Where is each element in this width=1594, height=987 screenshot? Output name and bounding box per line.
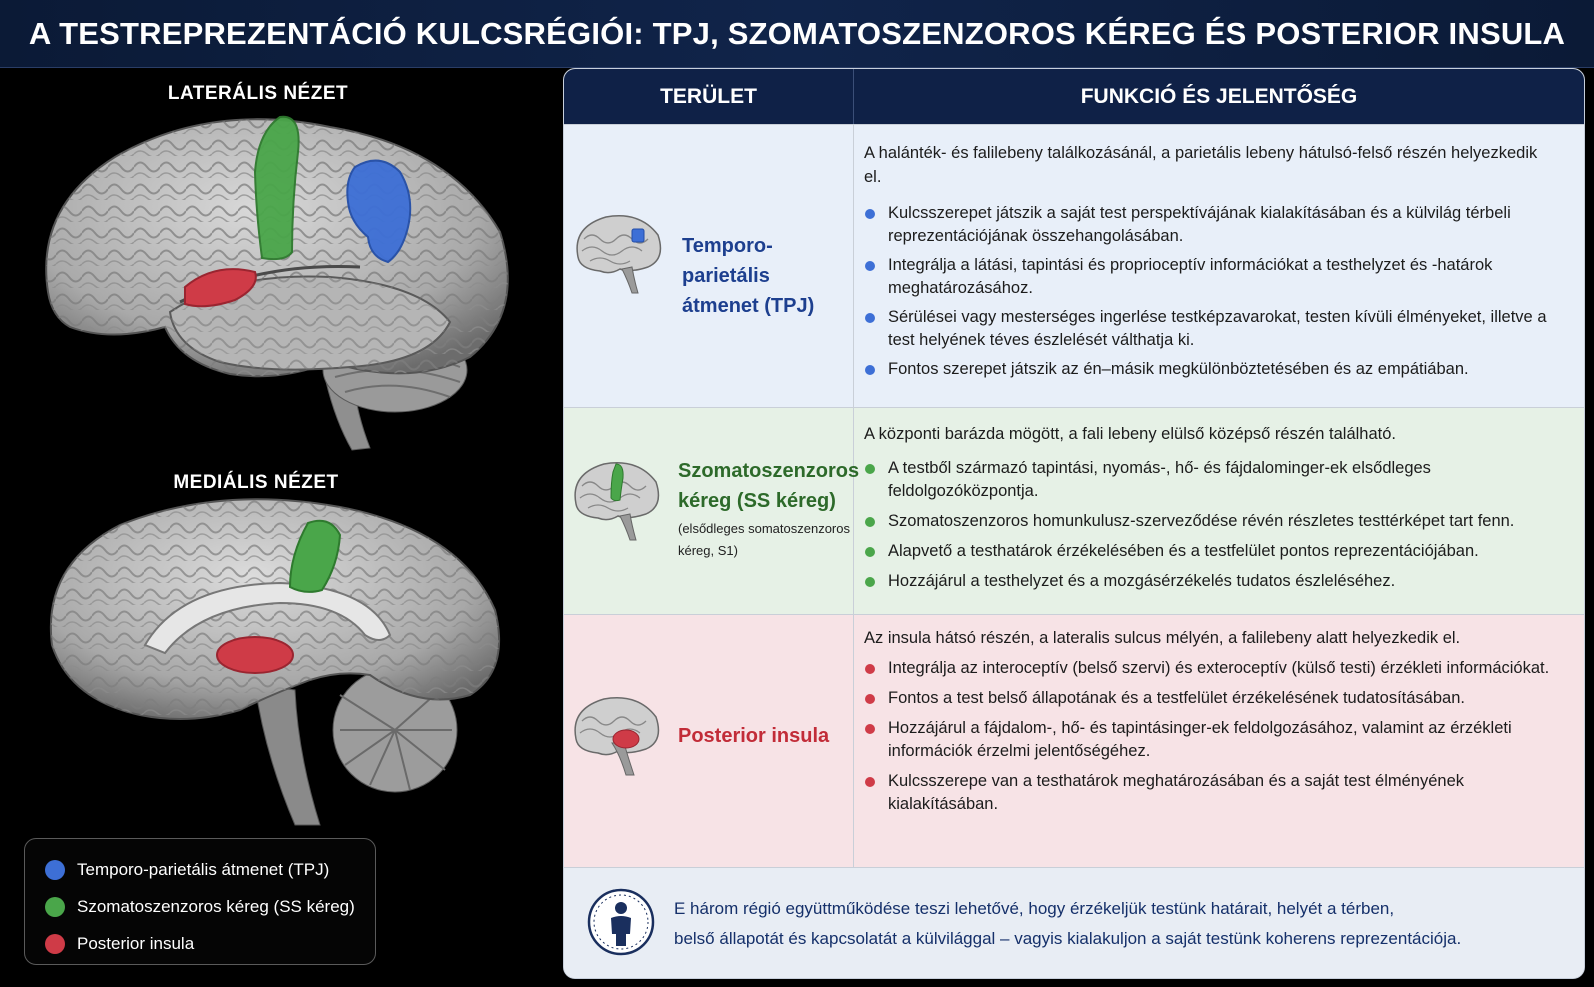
region-intro: A központi barázda mögött, a fali lebeny elülső középső részén található. xyxy=(864,425,1396,443)
legend-item-insula xyxy=(45,925,375,962)
page-title: A TESTREPREZENTÁCIÓ KULCSRÉGIÓI: TPJ, SZOMATOSZENZOROS KÉREG ÉS POSTERIOR INSULA xyxy=(28,15,1566,51)
bullet-list xyxy=(864,657,1556,816)
bullet-list xyxy=(864,202,1556,381)
insula-color-dot xyxy=(45,934,65,954)
function-cell xyxy=(864,125,1556,381)
region-name-line: Posterior insula xyxy=(678,725,830,747)
legend-label: Posterior insula xyxy=(77,933,195,953)
brain-ss-icon xyxy=(568,456,664,542)
function-cell xyxy=(864,408,1556,593)
legend-label: Szomatoszenzoros kéreg (SS kéreg) xyxy=(77,896,355,916)
legend xyxy=(24,838,376,965)
table-row-tpj xyxy=(564,124,1584,407)
person-icon xyxy=(586,886,656,958)
region-subtitle-ss xyxy=(678,518,850,562)
region-name-line: Szomatoszenzoros xyxy=(678,460,860,482)
list-item: Hozzájárul a fájdalom-, hő- és tapintásinger-ek feldolgozásához, valamint az érzékleti információk érzelmi jelentőségéhez. xyxy=(864,717,1556,763)
table-row-ss xyxy=(564,407,1584,614)
region-name-line: átmenet (TPJ) xyxy=(682,295,815,317)
region-name-line: kéreg (SS kéreg) xyxy=(678,490,836,512)
legend-item-ss xyxy=(45,888,375,925)
list-item: Sérülései vagy mesterséges ingerlése testképzavarokat, testen kívüli élményeket, illetve a test helyének téves észlelését válthatja ki. xyxy=(864,306,1556,352)
bullet-list xyxy=(864,457,1556,593)
list-item: Kulcsszerepe van a testhatárok meghatározásában és a saját test élményének kialakításában. xyxy=(864,770,1556,816)
region-name-ss xyxy=(678,456,859,516)
ss-color-dot xyxy=(45,897,65,917)
region-cell xyxy=(564,125,854,407)
table-row-insula xyxy=(564,614,1584,867)
list-item: Fontos a test belső állapotának és a testfelület érzékelésének tudatosításában. xyxy=(864,687,1556,710)
tpj-color-dot xyxy=(45,860,65,880)
legend-label: Temporo-parietális átmenet (TPJ) xyxy=(77,859,330,879)
summary-line: E három régió együttműködése teszi lehetővé, hogy érzékeljük testünk határait, helyét a térben, xyxy=(674,899,1395,918)
lateral-brain-illustration xyxy=(30,112,520,457)
list-item: Fontos szerepet játszik az én–másik megkülönböztetésében és az empátiában. xyxy=(864,358,1556,381)
summary-box xyxy=(564,867,1584,979)
region-intro: Az insula hátsó részén, a lateralis sulcus mélyén, a falilebeny alatt helyezkedik el. xyxy=(864,629,1461,647)
summary-text xyxy=(674,894,1554,954)
legend-item-tpj xyxy=(45,851,375,888)
region-sub-line: kéreg, S1) xyxy=(678,543,738,558)
brain-insula-icon xyxy=(568,691,664,777)
list-item: Hozzájárul a testhelyzet és a mozgásérzékelés tudatos észleléséhez. xyxy=(864,570,1556,593)
region-cell xyxy=(564,615,854,867)
medial-view-label: MEDIÁLIS NÉZET xyxy=(173,472,339,493)
region-sub-line: (elsődleges somatoszenzoros xyxy=(678,521,850,536)
list-item: Kulcsszerepet játszik a saját test perspektívájának kialakításában és a külvilág térbeli reprezentációjának összehangolásában. xyxy=(864,202,1556,248)
list-item: A testből származó tapintási, nyomás-, hő- és fájdalominger-ek elsődleges feldolgozóközpontja. xyxy=(864,457,1556,503)
title-bar xyxy=(0,0,1594,68)
list-item: Szomatoszenzoros homunkulusz-szerveződése révén részletes testtérképet tart fenn. xyxy=(864,510,1556,533)
medial-brain-illustration xyxy=(40,495,510,830)
region-name-tpj xyxy=(682,231,853,321)
column-header-region: TERÜLET xyxy=(564,69,854,124)
brain-tpj-icon xyxy=(570,209,666,295)
region-intro: A halánték- és falilebeny találkozásánál, a parietális lebeny hátulsó-felső részén helyezkedik el. xyxy=(864,144,1538,186)
list-item: Integrálja a látási, tapintási és proprioceptív információkat a testhelyzet és -határok meghatározásához. xyxy=(864,254,1556,300)
column-header-function: FUNKCIÓ ÉS JELENTŐSÉG xyxy=(1080,84,1358,108)
list-item: Alapvető a testhatárok érzékelésében és a testfelület pontos reprezentációjában. xyxy=(864,540,1556,563)
region-table xyxy=(563,68,1585,979)
list-item: Integrálja az interoceptív (belső szervi) és exteroceptív (külső testi) érzékleti információkat. xyxy=(864,657,1556,680)
table-header xyxy=(564,69,1584,124)
lateral-view-label: LATERÁLIS NÉZET xyxy=(167,83,349,104)
region-name-insula xyxy=(678,721,829,751)
summary-line: belső állapotát és kapcsolatát a külvilággal – vagyis kialakuljon a saját testünk koherens reprezentációja. xyxy=(674,929,1462,948)
region-name-line: Temporo-parietális xyxy=(682,235,773,287)
function-cell xyxy=(864,615,1556,816)
region-cell xyxy=(564,408,860,614)
